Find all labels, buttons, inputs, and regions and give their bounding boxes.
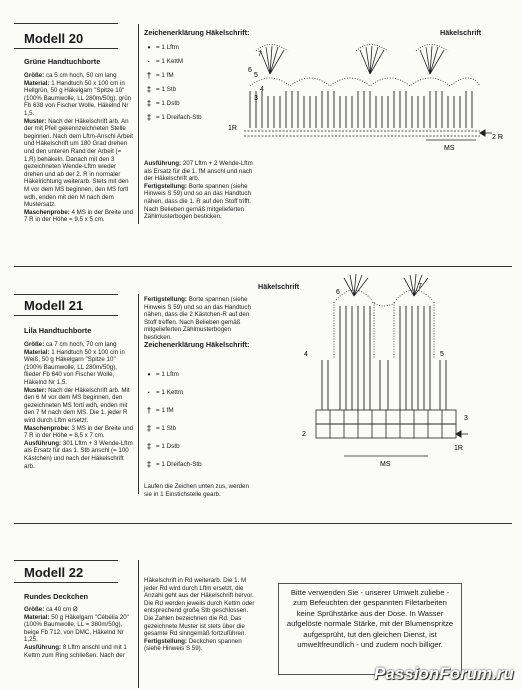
m20-crochet-chart xyxy=(230,36,515,156)
stitch-columns xyxy=(250,91,472,128)
legend-row: ‡ = 1 Stb xyxy=(142,419,242,437)
fan-left xyxy=(256,45,288,75)
m22-subtitle: Rundes Deckchen xyxy=(24,592,89,601)
tstb-icon: ‡ xyxy=(146,459,152,469)
column-divider xyxy=(138,560,139,688)
m21-subtitle: Lila Handtuchborte xyxy=(24,326,92,335)
legend-row: • = 1 Lftm xyxy=(142,365,242,383)
fan-center xyxy=(356,45,388,75)
column-divider xyxy=(138,294,139,494)
column-divider xyxy=(138,24,139,224)
arrow-icon xyxy=(456,431,468,437)
m22-title: Modell 22 xyxy=(24,565,84,580)
arrow-icon xyxy=(480,130,492,136)
row-label: 7 xyxy=(258,51,262,58)
eco-note: Bitte verwenden Sie - unserer Umwelt zuliebe - zum Befeuchten der gespannten Filetarbeiten keine Sprühstärke aus der Dose. In Wasser aufgelöste normale Stärke, mit der Blumenspritze aufgesprüht, tut den gleichen Dienst, ist umweltfreundlich - und zudem noch billiger. xyxy=(278,583,462,675)
fan-left xyxy=(344,274,368,296)
row-label: 3 xyxy=(254,95,258,102)
grid-rows xyxy=(316,410,456,438)
dstb-icon: ‡ xyxy=(146,98,152,108)
legend-row: ‡ = 1 Dstb xyxy=(142,437,242,455)
m21-legend xyxy=(142,365,242,473)
legend-row: ‡ = 1 Dstb xyxy=(142,96,242,110)
m21-legend-note: Laufen die Zeichen unten zus, werden sie in 1 Einstichstelle gearb. xyxy=(144,483,249,498)
m20-legend xyxy=(142,40,242,124)
row-label: 6 xyxy=(336,289,340,296)
row-label: 4 xyxy=(260,86,264,93)
plus-stitch-icon: † xyxy=(146,405,152,415)
base-rows xyxy=(244,131,480,140)
legend-row: · = 1 Kettm xyxy=(142,383,242,401)
chain-arches xyxy=(250,78,480,86)
stb-icon: ‡ xyxy=(146,423,152,433)
m20-chart-title: Häkelschrift xyxy=(440,28,482,37)
dot-small-icon: · xyxy=(147,56,151,66)
row-label: 1R xyxy=(228,125,237,132)
m21-text: Größe: ca 7 cm hoch, 70 cm lang Material: 1 Handtuch 50 x 100 cm in Weiß, 50 g Häkelgarn "Spitze 10" (100% Baumwolle, LL 280m/50g), flieder Fb 640 von Fischer Wolle, Häkelnd Nr 1,5. Muster: Nach der Häkelschrift arb. Mit den 6 M vor dem MS beginnen, den gezeichneten MS fortl wdh, enden mit den 7 M nach dem MS. Die 1. jeder R wird durch Lftm ersetzt. Maschenprobe: 3 MS in der Breite und 7 R in der Höhe = 8,5 x 7 cm. Ausführung: 301 Lftm + 3 Wende-Lftm als Ersatz für das 1. Stb anschl (= 100 Kästchen) und nach der Häkelschrift arb. xyxy=(24,341,134,470)
plus-stitch-icon: † xyxy=(146,70,152,80)
row-label: 5 xyxy=(440,351,444,358)
header-rule xyxy=(14,560,118,561)
watermark: PassionForum.ru xyxy=(374,664,514,683)
fan-right xyxy=(404,274,428,296)
stitch-columns xyxy=(322,306,446,410)
row-label: 1R xyxy=(454,445,463,452)
section-divider xyxy=(14,523,512,524)
m22-text: Größe: ca 40 cm Ø Material: 50 g Häkelgarn "Cébélia 20" (100% Baumwolle, LL = 380m/50g), beige Fb 712, von DMC, Häkelnd Nr 1,25. Ausführung: 8 Lftm anschl und mit 1 Kettm zum Ring schließen. Nach der xyxy=(24,606,129,659)
section-divider xyxy=(14,266,512,267)
dstb-icon: ‡ xyxy=(146,441,152,451)
row-label: 2 xyxy=(302,431,306,438)
legend-row: ‡ = 1 Dreifach-Stb xyxy=(142,455,242,473)
m20-text: Größe: ca 5 cm hoch, 50 cm lang Material: 1 Handtuch 50 x 100 cm in Hellgrün, 50 g Häkelgarn "Spitze 10" (100% Baumwolle, LL 280m/50g), grün Fb 638 von Fischer Wolle, Häkelnd Nr 1,5. Muster: Nach der Häkelschrift arb. An der mit Pfeil gekennzeichneten Stelle beginnen. Nach dem Lftm-Anschl Arbeit und Häkelschrift um 180 Grad drehen und den unteren Rand der Arbeit (= 1.R) behäkeln. Danach mit den 3 gezeichneten Wende-Lftm wieder drehen und ab der 2. R in normaler Häkelrichtung weiterarb. Stets mit den M vor dem MS beginnen, den MS fortl wdh, enden mit den M nach dem Mustersatz. Maschenprobe: 4 MS in der Breite und 7 R in der Höhe = 9,5 x 5 cm. xyxy=(24,72,134,224)
header-rule xyxy=(14,315,118,316)
m21-chart-title: Häkelschrift xyxy=(258,282,300,291)
repeat-label: MS xyxy=(444,145,455,152)
m22-col2: Häkelschrift in Rd weiterarb. Die 1. M jeder Rd wird durch Lftm ersetzt, die Anzahl geht aus der Häkelschrift hervor. Die Rd werden jeweils durch Kettm oder entsprechend große Stb geschlossen. Die Zahlen bezeichnen die Rd. Das gezeichnete Muster ist stets über die gesamte Rd sinngemäß fortzuführen. Fertigstellung: Deckchen spannen (siehe Hinweis S 59). xyxy=(144,577,255,653)
row-label: 2 R xyxy=(492,134,503,141)
header-rule xyxy=(14,23,118,24)
m20-subtitle: Grüne Handtuchborte xyxy=(24,57,101,66)
chain-arches xyxy=(334,290,434,358)
row-label: 7 xyxy=(418,283,422,290)
tstb-icon: ‡ xyxy=(146,112,152,122)
row-label: 4 xyxy=(304,351,308,358)
fan-right xyxy=(416,45,448,75)
dot-small-icon: · xyxy=(147,387,151,397)
stb-icon: ‡ xyxy=(146,84,152,94)
row-label: 6 xyxy=(248,67,252,74)
legend-row: ‡ = 1 Dreifach-Stb xyxy=(142,110,242,124)
legend-row: • = 1 Lftm xyxy=(142,40,242,54)
m21-legend-title: Zeichenerklärung Häkelschrift: xyxy=(144,340,250,349)
header-rule xyxy=(14,582,118,583)
m21-finish: Fertigstellung: Borte spannen (siehe Hinweis S 59) und so an das Handtuch nähen, dass die 2 Kästchen-R auf den Stoff treffen. Nach Belieben gemäß mitgelieferten Zählmusterbogen besticken. xyxy=(144,296,251,341)
header-rule xyxy=(14,294,118,295)
row-label: 5 xyxy=(254,72,258,79)
legend-row: † = 1 fM xyxy=(142,68,242,82)
row-label: 3 xyxy=(464,415,468,422)
dot-icon: • xyxy=(147,42,151,52)
legend-row: ‡ = 1 Stb xyxy=(142,82,242,96)
repeat-label: MS xyxy=(380,461,391,468)
legend-row: · = 1 KettM xyxy=(142,54,242,68)
header-rule xyxy=(14,48,118,49)
m20-legend-title: Zeichenerklärung Häkelschrift: xyxy=(144,28,250,37)
dot-icon: • xyxy=(147,369,151,379)
m21-crochet-chart xyxy=(296,270,476,480)
m21-title: Modell 21 xyxy=(24,298,84,313)
legend-row: † = 1 fM xyxy=(142,401,242,419)
m20-execution: Ausführung: 207 Lftm + 2 Wende-Lftm als Ersatz für die 1. fM anschl und nach der Häkelschrift arb. Fertigstellung: Borte spannen (siehe Hinweis S 59) und so an das Handtuch nähen, dass die 1. R auf den Stoff trifft. Nach Belieben gemäß mitgelieferten Zählmusterbogen besticken. xyxy=(144,160,253,221)
m20-title: Modell 20 xyxy=(24,31,84,46)
